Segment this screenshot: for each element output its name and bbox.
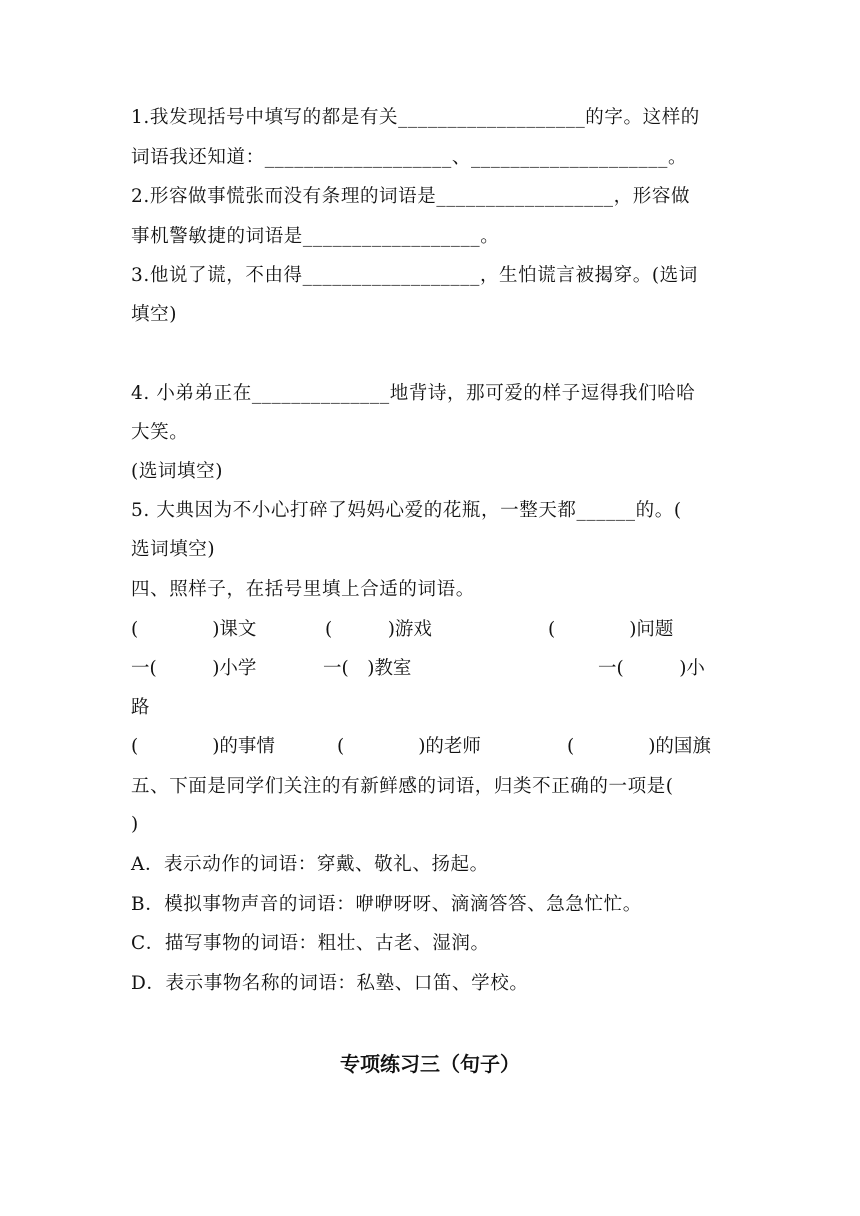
q2-line2: 事机警敏捷的词语是__________________。	[131, 226, 500, 247]
q4-line3: (选词填空)	[131, 461, 224, 482]
q2-line1: 2.形容做事慌张而没有条理的词语是__________________，形容做	[131, 186, 691, 207]
q3-line2: 填空)	[131, 304, 178, 325]
q1-line2: 词语我还知道：___________________、____________________。	[131, 147, 688, 168]
fill-blank-item: ( )的老师	[337, 736, 481, 757]
fill-blank-item: 一( )小学	[131, 658, 257, 679]
fill-blank-item: 一( )小	[598, 658, 705, 679]
q4-line1: 4. 小弟弟正在______________地背诗，那可爱的样子逗得我们哈哈	[131, 383, 696, 404]
fill-blank-item-wrap: 路	[131, 697, 150, 718]
option-d: D．表示事物名称的词语：私塾、口笛、学校。	[131, 973, 529, 994]
fill-blank-item: ( )问题	[548, 619, 674, 640]
fill-blank-item: ( )课文	[131, 619, 257, 640]
option-c: C．描写事物的词语：粗壮、古老、湿润。	[131, 933, 490, 954]
fill-blank-item: 一( )教室	[323, 658, 412, 679]
fill-blank-item: ( )的国旗	[567, 736, 711, 757]
section5-question-line1: 五、下面是同学们关注的有新鲜感的词语，归类不正确的一项是(	[131, 776, 674, 797]
section4-heading: 四、照样子，在括号里填上合适的词语。	[131, 579, 475, 600]
q1-line1: 1.我发现括号中填写的都是有关___________________的字。这样的	[131, 107, 700, 128]
q4-line2: 大笑。	[131, 422, 189, 443]
option-a: A．表示动作的词语：穿戴、敬礼、扬起。	[131, 854, 489, 875]
section-title: 专项练习三（句子）	[340, 1052, 520, 1076]
option-b: B．模拟事物声音的词语：咿咿呀呀、滴滴答答、急急忙忙。	[131, 894, 642, 915]
fill-blank-item: ( )游戏	[325, 619, 432, 640]
section5-question-line2: )	[131, 814, 139, 835]
q3-line1: 3.他说了谎，不由得__________________，生怕谎言被揭穿。(选词	[131, 265, 698, 286]
q5-line1: 5. 大典因为不小心打碎了妈妈心爱的花瓶，一整天都______的。(	[131, 500, 682, 521]
q5-line2: 选词填空)	[131, 539, 216, 560]
fill-blank-item: ( )的事情	[131, 736, 275, 757]
